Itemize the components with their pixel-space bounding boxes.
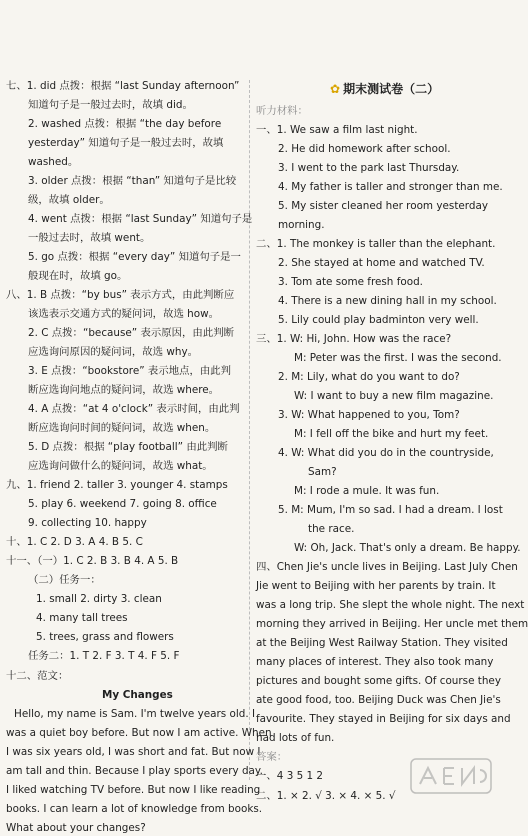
right-line-23: W: Oh, Jack. That's only a dream. Be happy.: [294, 542, 521, 554]
left-line-38: books. I can learn a lot of knowledge from books.: [6, 803, 263, 815]
left-line-19: 5. D 点拨：根据 “play football” 由此判断: [28, 441, 228, 453]
left-line-10: 般现在时，故填 go。: [28, 270, 128, 282]
left-line-3: yesterday” 知道句子是一般过去时，故填: [28, 137, 224, 149]
left-line-37: I liked watching TV before. But now I like reading: [6, 784, 261, 796]
right-line-24: 四、Chen Jie's uncle lives in Beijing. Last July Chen: [256, 561, 518, 573]
left-line-18: 断应选询问时间的疑问词，故选 when。: [28, 422, 216, 434]
left-line-35: I was six years old, I was short and fat. But now I: [6, 746, 261, 758]
column-divider: [249, 80, 250, 780]
right-line-25: Jie went to Beijing with her parents by train. It: [256, 580, 496, 592]
right-line-34: 答案：: [256, 751, 288, 763]
left-line-17: 4. A 点拨：“at 4 o'clock” 表示时间，由此判: [28, 403, 240, 415]
right-line-16: 3. W: What happened to you, Tom?: [278, 409, 460, 421]
right-line-12: 三、1. W: Hi, John. How was the race?: [256, 333, 452, 345]
left-line-39: What about your changes?: [6, 822, 146, 834]
right-line-31: ate good food, too. Beijing Duck was Chen Jie's: [256, 694, 501, 706]
left-line-24: 十、1. C 2. D 3. A 4. B 5. C: [6, 536, 143, 548]
right-line-11: 5. Lily could play badminton very well.: [278, 314, 479, 326]
right-line-5: 5. My sister cleaned her room yesterday: [278, 200, 488, 212]
left-line-0: 七、1. did 点拨：根据 “last Sunday afternoon”: [6, 80, 240, 92]
left-line-27: 1. small 2. dirty 3. clean: [36, 593, 162, 605]
left-line-2: 2. washed 点拨：根据 “the day before: [28, 118, 222, 130]
left-line-26: （二）任务一：: [28, 574, 101, 586]
left-line-6: 级，故填 older。: [28, 194, 110, 206]
left-line-5: 3. older 点拨：根据 “than” 知道句子是比较: [28, 175, 237, 187]
left-line-25: 十一、（一）1. C 2. B 3. B 4. A 5. B: [6, 555, 179, 567]
watermark-logo: [410, 758, 492, 794]
right-line-32: favourite. They stayed in Beijing for six days and: [256, 713, 511, 725]
right-line-27: morning they arrived in Beijing. Her uncle met them: [256, 618, 528, 630]
left-line-9: 5. go 点拨：根据 “every day” 知道句子是一: [28, 251, 241, 263]
right-line-17: M: I fell off the bike and hurt my feet.: [294, 428, 489, 440]
right-line-35: 一、4 3 5 1 2: [256, 770, 324, 782]
left-line-1: 知道句子是一般过去时，故填 did。: [28, 99, 193, 111]
left-line-23: 9. collecting 10. happy: [28, 517, 147, 529]
right-line-7: 二、1. The monkey is taller than the elephant.: [256, 238, 496, 250]
right-line-15: W: I want to buy a new film magazine.: [294, 390, 494, 402]
left-line-28: 4. many tall trees: [36, 612, 128, 624]
left-line-16: 断应选询问地点的疑问词，故选 where。: [28, 384, 220, 396]
left-line-22: 5. play 6. weekend 7. going 8. office: [28, 498, 217, 510]
left-line-13: 2. C 点拨：“because” 表示原因，由此判断: [28, 327, 234, 339]
right-line-18: 4. W: What did you do in the countryside,: [278, 447, 494, 459]
left-line-20: 应选询问做什么的疑问词，故选 what。: [28, 460, 213, 472]
right-line-2: 2. He did homework after school.: [278, 143, 451, 155]
star-icon: ✿: [330, 82, 341, 96]
right-line-3: 3. I went to the park last Thursday.: [278, 162, 460, 174]
left-line-8: 一般过去时，故填 went。: [28, 232, 151, 244]
right-line-21: 5. M: Mum, I'm so sad. I had a dream. I lost: [278, 504, 503, 516]
section-title: ✿ 期末测试卷（二）: [330, 82, 440, 96]
right-line-22: the race.: [308, 523, 355, 535]
right-line-4: 4. My father is taller and stronger than me.: [278, 181, 503, 193]
right-line-8: 2. She stayed at home and watched TV.: [278, 257, 485, 269]
left-line-34: was a quiet boy before. But now I am active. When: [6, 727, 272, 739]
right-line-13: M: Peter was the first. I was the second.: [294, 352, 502, 364]
right-line-30: pictures and bought some gifts. Of course they: [256, 675, 501, 687]
right-line-28: at the Beijing West Railway Station. They visited: [256, 637, 508, 649]
left-line-30: 任务二：1. T 2. F 3. T 4. F 5. F: [28, 650, 180, 662]
right-line-0: 听力材料：: [256, 105, 308, 117]
left-line-31: 十二、范文：: [6, 670, 69, 682]
right-line-14: 2. M: Lily, what do you want to do?: [278, 371, 460, 383]
left-line-14: 应选询问原因的疑问词，故选 why。: [28, 346, 199, 358]
right-line-36: 二、1. × 2. √ 3. × 4. × 5. √: [256, 790, 396, 802]
left-line-15: 3. E 点拨：“bookstore” 表示地点，由此判: [28, 365, 232, 377]
right-line-26: was a long trip. She slept the whole night. The next: [256, 599, 525, 611]
left-line-7: 4. went 点拨：根据 “last Sunday” 知道句子是: [28, 213, 253, 225]
left-line-12: 该选表示交通方式的疑问词，故选 how。: [28, 308, 219, 320]
right-line-1: 一、1. We saw a film last night.: [256, 124, 418, 136]
left-line-33: Hello, my name is Sam. I'm twelve years old. I: [14, 708, 256, 720]
right-line-10: 4. There is a new dining hall in my school.: [278, 295, 497, 307]
left-line-21: 九、1. friend 2. taller 3. younger 4. stamps: [6, 479, 228, 491]
right-line-6: morning.: [278, 219, 325, 231]
left-line-29: 5. trees, grass and flowers: [36, 631, 174, 643]
right-line-19: Sam?: [308, 466, 337, 478]
right-line-33: had lots of fun.: [256, 732, 335, 744]
left-line-4: washed。: [28, 156, 79, 168]
right-line-9: 3. Tom ate some fresh food.: [278, 276, 423, 288]
right-line-29: many places of interest. They also took many: [256, 656, 494, 668]
left-line-32: My Changes: [102, 689, 173, 701]
left-line-36: am tall and thin. Because I play sports every day.: [6, 765, 263, 777]
right-line-20: M: I rode a mule. It was fun.: [294, 485, 440, 497]
left-line-11: 八、1. B 点拨：“by bus” 表示方式，由此判断应: [6, 289, 235, 301]
